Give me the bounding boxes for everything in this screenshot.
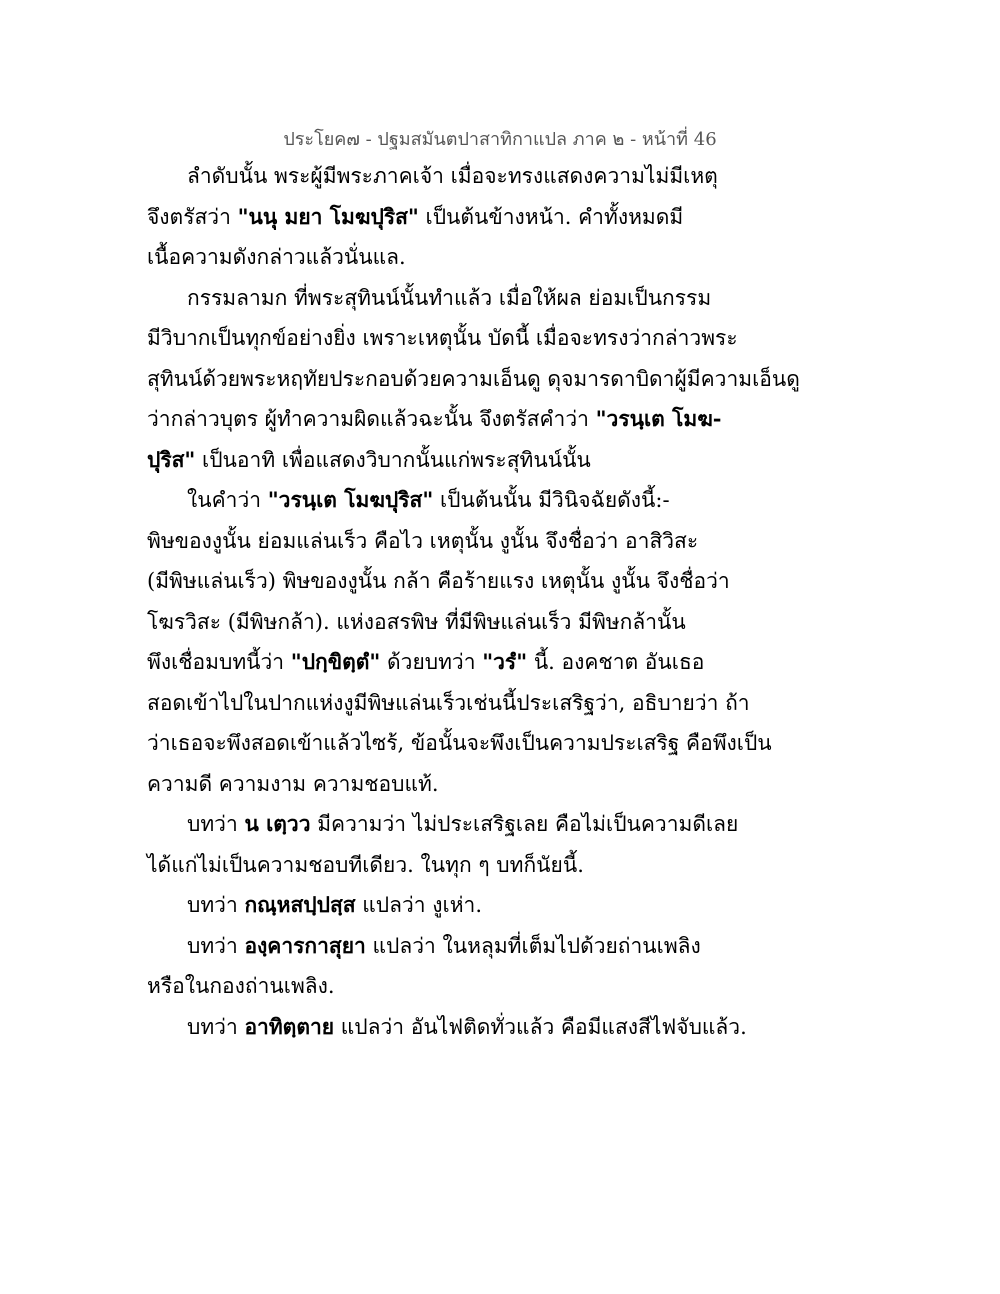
text-segment: แปลว่า อันไฟติดทั่วแล้ว คือมีแสงสีไฟจับแล้ว. [334, 1014, 747, 1039]
text-segment: เป็นต้นข้างหน้า. คำทั้งหมดมี [418, 204, 684, 229]
page-header: ประโยค๗ - ปฐมสมันตปาสาทิกาแปล ภาค ๒ - หน้าที่ 46 [283, 129, 717, 150]
text-segment: ในคำว่า [187, 488, 268, 512]
text-line [147, 237, 747, 278]
bold-term: กณฺหสปฺปสฺส [244, 892, 356, 917]
text-segment: มีความว่า ไม่ประเสริฐเลย คือไม่เป็นความดีเลย [310, 812, 739, 836]
text-line [147, 318, 747, 359]
text-segment: จึงตรัสว่า [147, 204, 238, 229]
text-segment: ความดี ความงาม ความชอบแท้. [147, 771, 439, 796]
text-line [147, 440, 747, 481]
text-segment: กรรมลามก ที่พระสุทินน์นั้นทำแล้ว เมื่อให้ผล ย่อมเป็นกรรม [187, 285, 712, 310]
bold-term: น เตฺวว [244, 811, 311, 836]
text-line [147, 1007, 747, 1048]
text-segment: พึงเชื่อมบทนี้ว่า [147, 650, 291, 674]
text-line [147, 197, 747, 238]
text-segment: หรือในกองถ่านเพลิง. [147, 974, 335, 998]
bold-term: "วรํ" [482, 649, 528, 674]
text-segment: เป็นต้นนั้น มีวินิจฉัยดังนี้:- [433, 488, 670, 512]
bold-term: ปุริส" [147, 446, 196, 472]
text-line [147, 683, 750, 724]
text-segment: บทว่า [187, 812, 245, 836]
text-segment: (มีพิษแล่นเร็ว) พิษของงูนั้น กล้า คือร้ายแรง เหตุนั้น งูนั้น จึงชื่อว่า [147, 569, 730, 593]
text-segment: เนื้อความดังกล่าวแล้วนั่นแล. [147, 245, 406, 269]
text-line [147, 602, 747, 643]
body-text [147, 156, 800, 1047]
bold-term: องฺคารกาสุยา [244, 932, 366, 958]
text-line [147, 278, 747, 319]
text-line [147, 926, 747, 967]
text-line [147, 804, 747, 845]
text-line [147, 885, 747, 926]
text-segment: นี้. องคชาต อันเธอ [527, 650, 705, 674]
text-segment: แปลว่า ในหลุมที่เต็มไปด้วยถ่านเพลิง [365, 933, 701, 958]
text-segment: เป็นอาทิ เพื่อแสดงวิบากนั้นแก่พระสุทินน์นั้น [195, 447, 591, 472]
text-segment: บทว่า [187, 893, 245, 917]
bold-term: "นนุ มยา โมฆปุริส" [237, 203, 419, 229]
bold-term: อาทิตฺตาย [244, 1013, 335, 1039]
text-line [147, 723, 772, 764]
text-segment: บทว่า [187, 1014, 245, 1039]
text-segment: ว่าเธอจะพึงสอดเข้าแล้วไซร้, ข้อนั้นจะพึงเป็นความประเสริฐ คือพึงเป็น [147, 731, 772, 755]
text-line [147, 561, 747, 602]
text-line [147, 480, 747, 521]
text-segment: พิษของงูนั้น ย่อมแล่นเร็ว คือไว เหตุนั้น งูนั้น จึงชื่อว่า อาสิวิสะ [147, 528, 699, 553]
text-line [147, 764, 747, 805]
text-segment: ลำดับนั้น พระผู้มีพระภาคเจ้า เมื่อจะทรงแสดงความไม่มีเหตุ [187, 164, 718, 188]
text-segment: โฆรวิสะ (มีพิษกล้า). แห่งอสรพิษ ที่มีพิษแล่นเร็ว มีพิษกล้านั้น [147, 609, 686, 634]
text-segment: แปลว่า งูเห่า. [355, 893, 483, 917]
text-segment: สุทินน์ด้วยพระหฤทัยประกอบด้วยความเอ็นดู ดุจมารดาบิดาผู้มีความเอ็นดู [147, 366, 800, 391]
text-line [147, 845, 747, 886]
text-line [147, 156, 747, 197]
bold-term: "ปกฺขิตฺตํ" [290, 649, 381, 674]
text-segment: ได้แก่ไม่เป็นความชอบทีเดียว. ในทุก ๆ บทก็นัยนี้. [147, 852, 584, 877]
text-segment: บทว่า [187, 933, 245, 958]
text-line [147, 966, 747, 1007]
text-segment: ด้วยบทว่า [380, 650, 483, 674]
bold-term: "วรนฺเต โมฆปุริส" [267, 487, 434, 512]
text-segment: สอดเข้าไปในปากแห่งงูมีพิษแล่นเร็วเช่นนี้ประเสริฐว่า, อธิบายว่า ถ้า [147, 690, 750, 715]
text-line [147, 521, 747, 562]
bold-term: "วรนฺเต โมฆ- [595, 406, 722, 431]
text-segment: มีวิบากเป็นทุกข์อย่างยิ่ง เพราะเหตุนั้น บัดนี้ เมื่อจะทรงว่ากล่าวพระ [147, 326, 738, 350]
text-line [147, 642, 747, 683]
text-line [147, 399, 747, 440]
text-segment: ว่ากล่าวบุตร ผู้ทำความผิดแล้วฉะนั้น จึงตรัสคำว่า [147, 407, 596, 431]
text-line [147, 359, 800, 400]
